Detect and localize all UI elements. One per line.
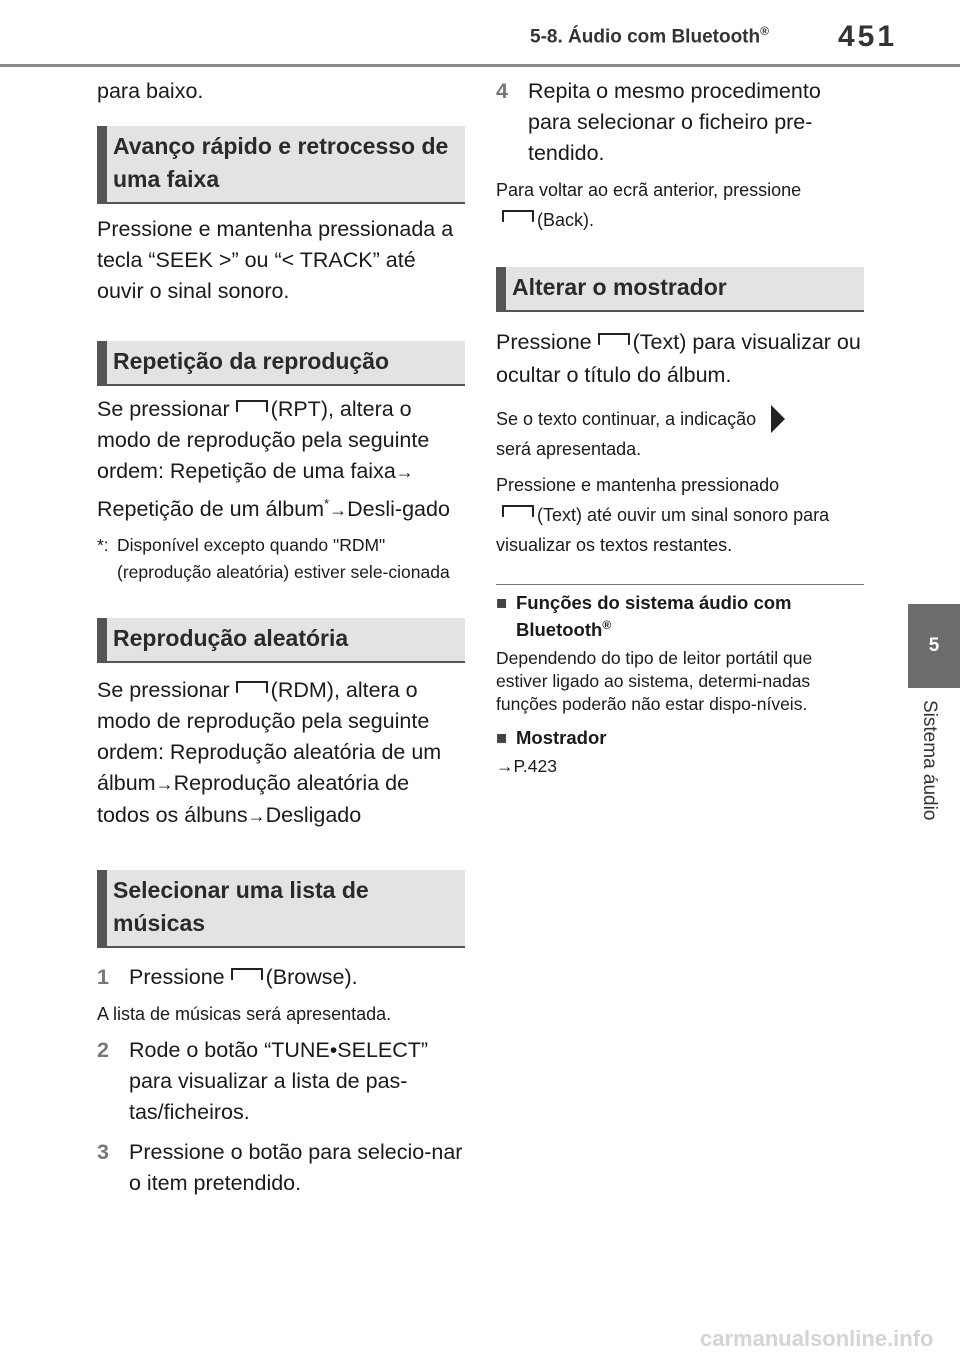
subheading-display: ■ Mostrador [496,727,607,749]
chapter-tab: 5 [908,604,960,688]
rdm-button-icon [236,681,268,693]
repeat-text: Se pressionar (RPT), altera o modo de reprodução pela seguinte ordem: Repetição de uma faixa→ Repetição de um álbum*→Desli-gado [97,397,450,522]
bluetooth-functions-text: Dependendo do tipo de leitor portátil que estiver ligado ao sistema, determi-nadas funções poderão não estar dispo-níveis. [496,648,813,715]
divider [496,584,864,585]
display-page-reference: →P.423 [496,756,557,777]
subheading-bluetooth-functions: ■ Funções do sistema áudio com Bluetooth® [496,592,792,641]
step-2: 2 Rode o botão “TUNE•SELECT” para visualizar a lista de pas-tas/ficheiros. [97,1038,429,1125]
text-button-icon-2 [502,505,534,517]
scroll-indicator-note: Se o texto continuar, a indicação será apresentada. [496,404,864,464]
intro-text: para baixo. [97,79,204,103]
section-heading-change-display: Alterar o mostrador [496,267,864,312]
chapter-label: Sistema áudio [919,700,940,821]
left-column [97,76,465,1199]
hold-text-note: Pressione e mantenha pressionado (Text) até ouvir um sinal sonoro para visualizar os textos restantes. [496,475,830,555]
step-1: 1 Pressione (Browse). [97,965,358,990]
rpt-button-icon [236,400,268,412]
back-note: Para voltar ao ecrã anterior, pressione (Back). [496,180,802,230]
step-4: 4 Repita o mesmo procedimento para selecionar o ficheiro pre-tendido. [496,79,821,165]
header-divider [0,64,960,67]
step-1-note: A lista de músicas será apresentada. [97,1004,392,1025]
step-3: 3 Pressione o botão para selecio-nar o item pretendido. [97,1140,463,1196]
browse-button-icon [231,968,263,980]
page-number: 451 [838,20,898,53]
section-heading-select-list: Selecionar uma lista de músicas [97,870,465,948]
change-display-text: Pressione (Text) para visualizar ou ocultar o título do álbum. [496,330,861,387]
text-button-icon [598,333,630,345]
random-text: Se pressionar (RDM), altera o modo de reprodução pela seguinte ordem: Reprodução aleatória de um álbum→Reprodução aleatória de todos os álbuns→Desligado [97,678,442,828]
watermark: carmanualsonline.info [700,1326,934,1351]
back-button-icon [502,210,534,222]
fast-forward-text: Pressione e mantenha pressionada a tecla “SEEK >” ou “< TRACK” até ouvir o sinal sonoro. [97,217,454,303]
section-title: 5-8. Áudio com Bluetooth® [530,24,769,48]
section-heading-fast-forward: Avanço rápido e retrocesso de uma faixa [97,126,465,204]
continue-indicator-icon [767,405,787,433]
section-heading-random: Reprodução aleatória [97,618,465,663]
section-heading-repeat: Repetição da reprodução [97,341,465,386]
right-column [496,76,864,778]
repeat-footnote: *: Disponível excepto quando "RDM" (reprodução aleatória) estiver sele-cionada [97,535,450,583]
